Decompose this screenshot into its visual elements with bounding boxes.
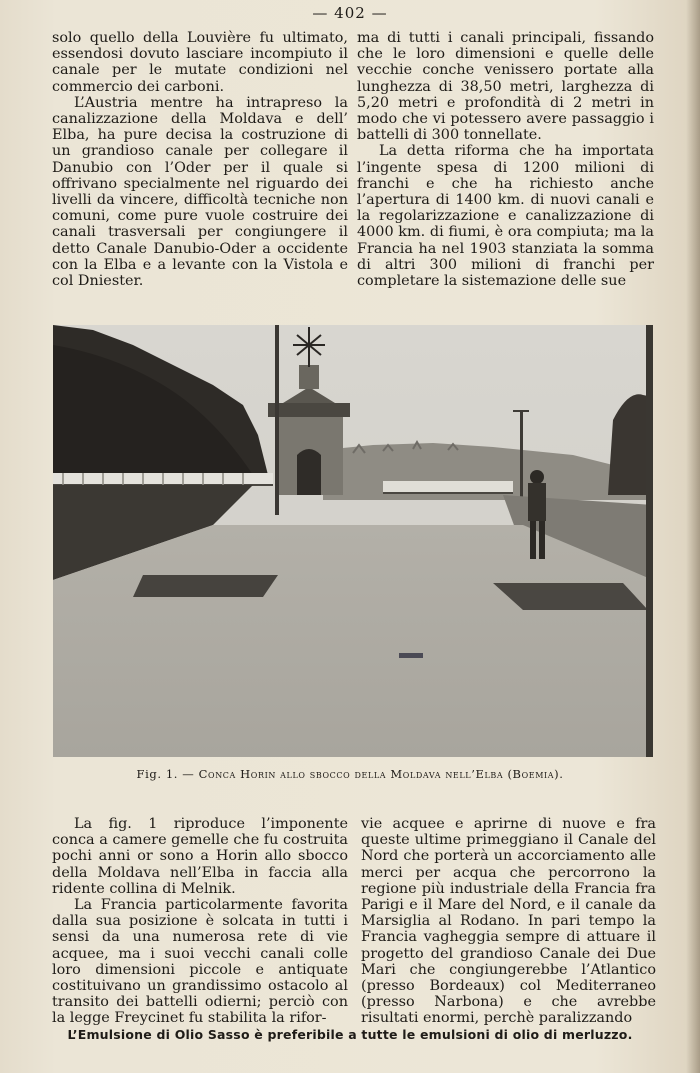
- figure-caption: [0, 767, 700, 781]
- paragraph: La detta riforma che ha importata l’ingente spesa di 1200 milioni di franchi e che ha richiesto anche l’apertura di 1400 km. di nuovi canali e la regolarizzazione e canalizzazione di 4000 km. di fiumi, è ora compiuta; ma la Francia ha nel 1903 stanziata la somma di altri 300 milioni di franchi per completare la sistemazione delle sue: [357, 143, 654, 290]
- paragraph: vie acquee e aprirne di nuove e fra queste ultime primeggiano il Canale del Nord che porterà un accorciamento alle merci per acqua che percorrono la regione più industriale della Francia fra Parigi e il Mare del Nord, e il canale da Marsiglia al Rodano. In pari tempo la Francia vagheggia sempre di attuare il progetto del grandioso Canale dei Due Mari che congiungerebbe l’Atlantico (presso Bordeaux) col Mediterraneo (presso Narbona) e che avrebbe risultati enormi, perchè paralizzando: [361, 816, 656, 1027]
- paragraph: La fig. 1 riproduce l’imponente conca a camere gemelle che fu costruita pochi anni or sono a Horin allo sbocco della Moldava nell’Elba in faccia alla ridente collina di Melnik.: [52, 816, 348, 897]
- paragraph: solo quello della Louvière fu ultimato, essendosi dovuto lasciare incompiuto il canale per le mutate condizioni nel commercio dei carboni.: [52, 30, 348, 95]
- figure-photo-horin-lock: [53, 325, 653, 757]
- paragraph: La Francia particolarmente favorita dalla sua posizione è solcata in tutti i sensi da una numerosa rete di vie acquee, ma i suoi vecchi canali colle loro dimensioni piccole e antiquate costituivano un grandissimo ostacolo al transito dei battelli odierni; perciò con la legge Freycinet fu stabilita la rifor-: [52, 897, 348, 1027]
- paragraph: L’Austria mentre ha intrapreso la canalizzazione della Moldava e dell’ Elba, ha pure decisa la costruzione di un grandioso canale per collegare il Danubio con l’Oder per il quale si offrivano specialmente nel riguardo dei livelli da vincere, difficoltà tecniche non comuni, come pure vuole costruire dei canali trasversali per congiungere il detto Canale Danubio-Oder a occidente con la Elba e a levante con la Vistola e col Dniester.: [52, 94, 348, 290]
- footer-advertisement: L’Emulsione di Olio Sasso è preferibile a tutte le emulsioni di olio di merluzzo.: [67, 1027, 633, 1042]
- page-number: — 402 —: [312, 4, 388, 22]
- column-bottom-left: [52, 816, 348, 1027]
- column-bottom-right: [361, 816, 656, 1027]
- figure-caption-text: Conca Horin allo sbocco della Moldava nell’Elba (Boemia).: [198, 767, 564, 781]
- paragraph: ma di tutti i canali principali, fissando che le loro dimensioni e quelle delle vecchie conche venissero portate alla lunghezza di 38,50 metri, larghezza di 5,20 metri e profondità di 2 metri in modo che vi potessero avere passaggio i battelli di 300 tonnellate.: [357, 30, 654, 144]
- page-edge-shadow: [686, 0, 700, 1073]
- column-top-right: [357, 30, 654, 289]
- column-top-left: [52, 30, 348, 289]
- figure-label: Fig. 1. —: [136, 767, 195, 781]
